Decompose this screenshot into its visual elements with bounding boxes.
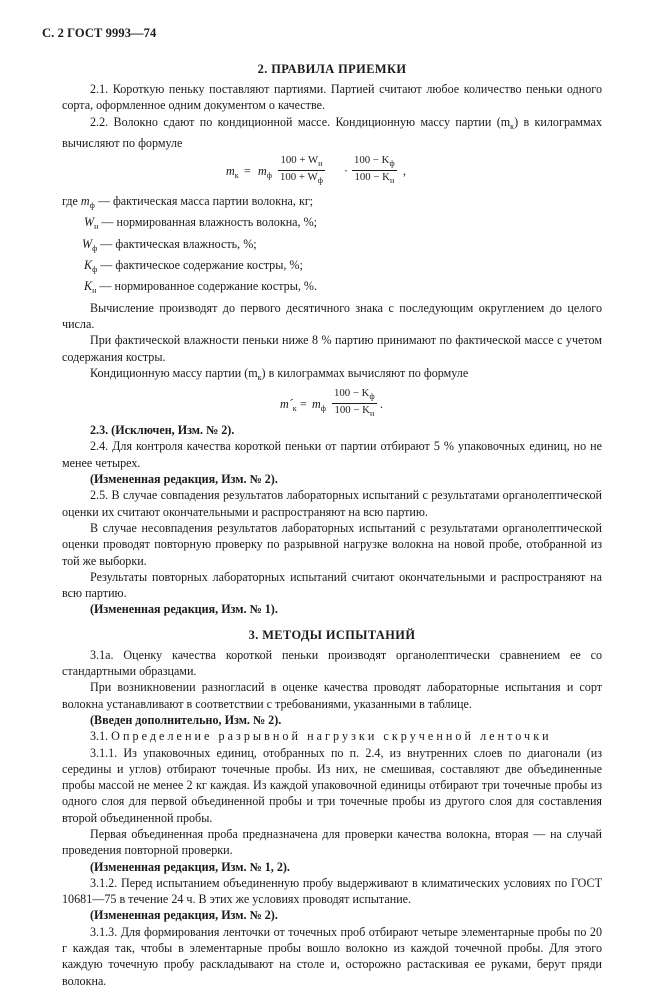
conditional-mass-intro: Кондиционную массу партии $(m_к)$ в килограммах вычисляют по формуле bbox=[90, 365, 469, 382]
clause-3-1-3: 3.1.3. Для формирования ленточки от точечных проб отбирают четыре элементарные пробы по 20 г каждая так, чтобы в элементарные пробы вошло волокно из каждой точечной пробы. Для этого каждую точечную пробу раскладывают на столе и, осторожно растаскивая ее руками, берут пряди волокна. bbox=[62, 924, 602, 988]
clause-2-1: 2.1. Короткую пеньку поставляют партиями. Партией считают любое количество пеньки одного сорта, оформленное одним документом о качестве. bbox=[62, 82, 602, 113]
formula-conditional-mass-low-moisture: $m´_к$ = $m_ф$ $100 - K_ф$ $100 - K_н$ . bbox=[280, 387, 384, 419]
clause-2-5-amendment: (Измененная редакция, Изм. № 1). bbox=[90, 602, 278, 617]
page-header: С. 2 ГОСТ 9993—74 bbox=[42, 26, 157, 40]
formula-shive-fraction: $100 - K_ф$ $100 - K_н$ bbox=[354, 154, 395, 186]
document-body bbox=[62, 61, 602, 989]
clause-2-5: 2.5. В случае совпадения результатов лабораторных испытаний с результатами органолептической оценки их считают окончательными и распространяют на всю партию. bbox=[62, 488, 602, 519]
definition-norm-shive: $K_н$ — нормированное содержание костры, %. bbox=[84, 279, 317, 296]
clause-2-4: 2.4. Для контроля качества короткой пеньки от партии отбирают 5 % упаковочных единиц, но не менее четырех. bbox=[62, 439, 602, 470]
clause-3-1-1: 3.1.1. Из упаковочных единиц, отобранных по п. 2.4, из внутренних слоев по диагонали (из середины и углов) отбирают точечные пробы. Из них, не смешивая, составляют две объединенные пробы массой не менее 2 кг каждая. Из каждой упаковочной единицы отбирают три точечные пробы из одного слоя для первой объединенной пробы и три точечные пробы из другого слоя для составления второй объединенной пробы. bbox=[62, 745, 602, 825]
definition-actual-shive: $K_ф$ — фактическое содержание костры, %; bbox=[84, 258, 303, 275]
formula-conditional-mass: $m_к$ = $m_ф$ $100 + W_н$ $100 + W_ф$ · $100 - K_ф$ $100 - K_н$ , bbox=[226, 154, 407, 186]
definition-actual-moisture: $W_ф$ — фактическая влажность, %; bbox=[82, 236, 257, 253]
clause-3-1-1-amendment: (Измененная редакция, Изм. № 1, 2). bbox=[90, 859, 290, 874]
formula-moisture-fraction: $100 + W_н$ $100 + W_ф$ bbox=[280, 154, 323, 186]
clause-2-2: 2.2. Волокно сдают по кондиционной массе. Кондиционную массу партии $(m_к)$ в килограммах вычисляют по формуле bbox=[62, 114, 602, 150]
clause-3-1-2-amendment: (Измененная редакция, Изм. № 2). bbox=[90, 908, 278, 923]
clause-2-3: 2.3. (Исключен, Изм. № 2). bbox=[90, 423, 235, 438]
clause-3-1-2: 3.1.2. Перед испытанием объединенную пробу выдерживают в климатических условиях по ГОСТ 10681—75 в течение 24 ч. В этих же условиях проводят испытание. bbox=[62, 875, 602, 907]
definition-norm-moisture: $W_н$ — нормированная влажность волокна, %; bbox=[84, 215, 318, 232]
clause-3-1-heading: 3.1. Определение разрывной нагрузки скрученной ленточки bbox=[90, 729, 552, 744]
formula-definitions bbox=[62, 193, 602, 299]
section-3-title: 3. МЕТОДЫ ИСПЫТАНИЙ bbox=[248, 627, 416, 642]
formula-actual-mass: $m_ф$ bbox=[258, 164, 272, 181]
low-moisture-note: При фактической влажности пеньки ниже 8 % партию принимают по фактической массе с учетом содержания костры. bbox=[62, 333, 602, 364]
calculation-note: Вычисление производят до первого десятичного знака с последующим округлением до целого числа. bbox=[62, 300, 602, 331]
clause-2-4-amendment: (Измененная редакция, Изм. № 2). bbox=[90, 472, 278, 487]
section-2-title: 2. ПРАВИЛА ПРИЕМКИ bbox=[257, 62, 407, 76]
clause-3-1a-dispute: При возникновении разногласий в оценке качества проводят лабораторные испытания и сорт волокна устанавливают в соответствии с требованиями, указанными в таблице. bbox=[62, 680, 602, 711]
clause-2-5-repeat: Результаты повторных лабораторных испытаний считают окончательными и распространяют на всю партию. bbox=[62, 569, 602, 601]
definition-actual-mass: где $m_ф$ — фактическая масса партии волокна, кг; bbox=[62, 194, 314, 211]
formula-lhs: $m_к$ bbox=[226, 164, 239, 181]
clause-3-1a-amendment: (Введен дополнительно, Изм. № 2). bbox=[90, 712, 282, 727]
clause-2-5-mismatch: В случае несовпадения результатов лабораторных испытаний с результатами органолептической оценки проводят повторную проверку по разрывной нагрузке волокна на новой пробе, отобранной из той же выборки. bbox=[62, 520, 602, 568]
clause-3-1a: 3.1а. Оценку качества короткой пеньки производят органолептически сравнением ее со стандартными образцами. bbox=[62, 647, 602, 679]
clause-3-1-1-purpose: Первая объединенная проба предназначена для проверки качества волокна, вторая — на случай проведения повторной проверки. bbox=[62, 826, 602, 858]
